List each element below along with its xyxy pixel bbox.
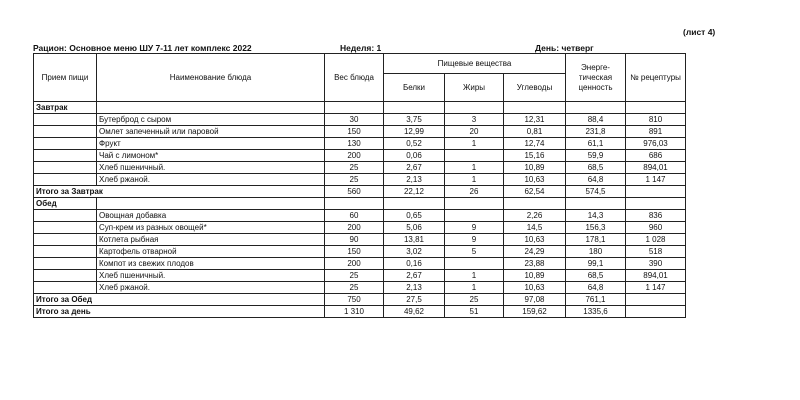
- section-total-row: [34, 294, 686, 306]
- cell-energy: 61,1: [566, 138, 626, 150]
- empty-cell: [384, 102, 445, 114]
- total-protein: 27,5: [384, 294, 445, 306]
- table-row: [34, 234, 686, 246]
- cell-protein: 2,13: [384, 282, 445, 294]
- empty-cell: [34, 270, 97, 282]
- cell-fat: [445, 258, 504, 270]
- cell-fat: [445, 210, 504, 222]
- cell-energy: 156,3: [566, 222, 626, 234]
- total-carbs: 62,54: [504, 186, 566, 198]
- day-total-label: Итого за день: [34, 306, 325, 318]
- cell-weight: 200: [325, 258, 384, 270]
- cell-protein: 3,02: [384, 246, 445, 258]
- empty-cell: [34, 282, 97, 294]
- cell-recipe: 894,01: [626, 162, 686, 174]
- cell-protein: 13,81: [384, 234, 445, 246]
- cell-fat: [445, 150, 504, 162]
- cell-energy: 68,5: [566, 270, 626, 282]
- cell-energy: 99,1: [566, 258, 626, 270]
- col-carbs: Углеводы: [504, 74, 566, 102]
- cell-fat: 1: [445, 138, 504, 150]
- empty-cell: [384, 198, 445, 210]
- empty-cell: [34, 246, 97, 258]
- cell-energy: 180: [566, 246, 626, 258]
- cell-recipe: 891: [626, 126, 686, 138]
- empty-cell: [97, 102, 325, 114]
- cell-carbs: 10,89: [504, 162, 566, 174]
- menu-table: [33, 53, 686, 318]
- section-title: Обед: [34, 198, 97, 210]
- table-row: [34, 162, 686, 174]
- cell-protein: 2,13: [384, 174, 445, 186]
- cell-protein: 5,06: [384, 222, 445, 234]
- table-row: [34, 126, 686, 138]
- week-label: Неделя: 1: [340, 43, 382, 53]
- empty-cell: [34, 150, 97, 162]
- cell-protein: 2,67: [384, 162, 445, 174]
- dish-name: Картофель отварной: [97, 246, 325, 258]
- day-total-weight: 1 310: [325, 306, 384, 318]
- dish-name: Овощная добавка: [97, 210, 325, 222]
- cell-weight: 130: [325, 138, 384, 150]
- empty-cell: [626, 102, 686, 114]
- cell-carbs: 10,89: [504, 270, 566, 282]
- col-meal: Прием пищи: [34, 54, 97, 102]
- total-energy: 761,1: [566, 294, 626, 306]
- cell-carbs: 10,63: [504, 282, 566, 294]
- total-protein: 22,12: [384, 186, 445, 198]
- empty-cell: [325, 198, 384, 210]
- dish-name: Котлета рыбная: [97, 234, 325, 246]
- dish-name: Хлеб пшеничный.: [97, 162, 325, 174]
- cell-recipe: 976,03: [626, 138, 686, 150]
- cell-protein: 2,67: [384, 270, 445, 282]
- total-recipe: [626, 186, 686, 198]
- col-energy: Энерге-тическая ценность: [566, 54, 626, 102]
- empty-cell: [34, 138, 97, 150]
- dish-name: Хлеб ржаной.: [97, 174, 325, 186]
- empty-cell: [566, 198, 626, 210]
- day-label: День: четверг: [535, 43, 594, 53]
- table-row: [34, 138, 686, 150]
- empty-cell: [445, 198, 504, 210]
- cell-protein: 0,52: [384, 138, 445, 150]
- table-row: [34, 150, 686, 162]
- table-row: [34, 258, 686, 270]
- cell-carbs: 0,81: [504, 126, 566, 138]
- col-nutrients: Пищевые вещества: [384, 54, 566, 74]
- cell-fat: 1: [445, 162, 504, 174]
- cell-protein: 0,16: [384, 258, 445, 270]
- empty-cell: [626, 198, 686, 210]
- cell-fat: 9: [445, 234, 504, 246]
- cell-weight: 150: [325, 126, 384, 138]
- cell-carbs: 14,5: [504, 222, 566, 234]
- empty-cell: [34, 210, 97, 222]
- col-dish: Наименование блюда: [97, 54, 325, 102]
- cell-recipe: 894,01: [626, 270, 686, 282]
- sheet-number: (лист 4): [683, 27, 716, 37]
- table-row: [34, 210, 686, 222]
- cell-weight: 25: [325, 282, 384, 294]
- cell-weight: 90: [325, 234, 384, 246]
- col-protein: Белки: [384, 74, 445, 102]
- cell-recipe: 1 028: [626, 234, 686, 246]
- empty-cell: [34, 174, 97, 186]
- dish-name: Суп-крем из разных овощей*: [97, 222, 325, 234]
- total-weight: 750: [325, 294, 384, 306]
- cell-fat: 5: [445, 246, 504, 258]
- empty-cell: [34, 258, 97, 270]
- section-total-row: [34, 186, 686, 198]
- table-row: [34, 246, 686, 258]
- empty-cell: [34, 126, 97, 138]
- total-fat: 25: [445, 294, 504, 306]
- day-total-fat: 51: [445, 306, 504, 318]
- cell-energy: 64,8: [566, 282, 626, 294]
- cell-carbs: 2,26: [504, 210, 566, 222]
- cell-energy: 178,1: [566, 234, 626, 246]
- cell-energy: 14,3: [566, 210, 626, 222]
- empty-cell: [325, 102, 384, 114]
- cell-carbs: 15,16: [504, 150, 566, 162]
- table-row: [34, 270, 686, 282]
- dish-name: Омлет запеченный или паровой: [97, 126, 325, 138]
- cell-fat: 9: [445, 222, 504, 234]
- cell-carbs: 12,31: [504, 114, 566, 126]
- table-body: [34, 102, 686, 318]
- cell-recipe: 1 147: [626, 174, 686, 186]
- empty-cell: [34, 162, 97, 174]
- cell-energy: 68,5: [566, 162, 626, 174]
- cell-protein: 12,99: [384, 126, 445, 138]
- empty-cell: [566, 102, 626, 114]
- cell-carbs: 10,63: [504, 174, 566, 186]
- cell-energy: 231,8: [566, 126, 626, 138]
- cell-protein: 0,65: [384, 210, 445, 222]
- section-header-row: [34, 198, 686, 210]
- table-row: [34, 282, 686, 294]
- table-row: [34, 222, 686, 234]
- cell-weight: 25: [325, 162, 384, 174]
- cell-energy: 64,8: [566, 174, 626, 186]
- cell-recipe: 810: [626, 114, 686, 126]
- cell-energy: 59,9: [566, 150, 626, 162]
- dish-name: Компот из свежих плодов: [97, 258, 325, 270]
- day-total-protein: 49,62: [384, 306, 445, 318]
- col-recipe: № рецептуры: [626, 54, 686, 102]
- col-fat: Жиры: [445, 74, 504, 102]
- table-row: [34, 174, 686, 186]
- total-carbs: 97,08: [504, 294, 566, 306]
- cell-recipe: 686: [626, 150, 686, 162]
- cell-weight: 25: [325, 174, 384, 186]
- cell-weight: 60: [325, 210, 384, 222]
- total-fat: 26: [445, 186, 504, 198]
- day-total-row: [34, 306, 686, 318]
- cell-fat: 1: [445, 282, 504, 294]
- empty-cell: [445, 102, 504, 114]
- cell-weight: 25: [325, 270, 384, 282]
- empty-cell: [34, 114, 97, 126]
- section-title: Завтрак: [34, 102, 97, 114]
- total-weight: 560: [325, 186, 384, 198]
- total-label: Итого за Обед: [34, 294, 325, 306]
- cell-protein: 0,06: [384, 150, 445, 162]
- cell-carbs: 10,63: [504, 234, 566, 246]
- cell-energy: 88,4: [566, 114, 626, 126]
- day-total-carbs: 159,62: [504, 306, 566, 318]
- empty-cell: [97, 198, 325, 210]
- empty-cell: [34, 222, 97, 234]
- cell-recipe: 390: [626, 258, 686, 270]
- col-weight: Вес блюда: [325, 54, 384, 102]
- cell-carbs: 23,88: [504, 258, 566, 270]
- cell-weight: 30: [325, 114, 384, 126]
- cell-recipe: 836: [626, 210, 686, 222]
- table-row: [34, 114, 686, 126]
- dish-name: Хлеб пшеничный.: [97, 270, 325, 282]
- day-total-recipe: [626, 306, 686, 318]
- cell-fat: 1: [445, 174, 504, 186]
- cell-recipe: 960: [626, 222, 686, 234]
- total-energy: 574,5: [566, 186, 626, 198]
- day-total-energy: 1335,6: [566, 306, 626, 318]
- total-label: Итого за Завтрак: [34, 186, 325, 198]
- cell-weight: 200: [325, 222, 384, 234]
- empty-cell: [504, 102, 566, 114]
- cell-carbs: 12,74: [504, 138, 566, 150]
- dish-name: Фрукт: [97, 138, 325, 150]
- empty-cell: [504, 198, 566, 210]
- dish-name: Чай с лимоном*: [97, 150, 325, 162]
- ration-title: Рацион: Основное меню ШУ 7-11 лет комплекс 2022: [33, 43, 252, 53]
- cell-fat: 3: [445, 114, 504, 126]
- cell-weight: 200: [325, 150, 384, 162]
- cell-recipe: 518: [626, 246, 686, 258]
- total-recipe: [626, 294, 686, 306]
- dish-name: Хлеб ржаной.: [97, 282, 325, 294]
- dish-name: Бутерброд с сыром: [97, 114, 325, 126]
- cell-weight: 150: [325, 246, 384, 258]
- cell-fat: 20: [445, 126, 504, 138]
- cell-carbs: 24,29: [504, 246, 566, 258]
- section-header-row: [34, 102, 686, 114]
- empty-cell: [34, 234, 97, 246]
- cell-recipe: 1 147: [626, 282, 686, 294]
- cell-protein: 3,75: [384, 114, 445, 126]
- cell-fat: 1: [445, 270, 504, 282]
